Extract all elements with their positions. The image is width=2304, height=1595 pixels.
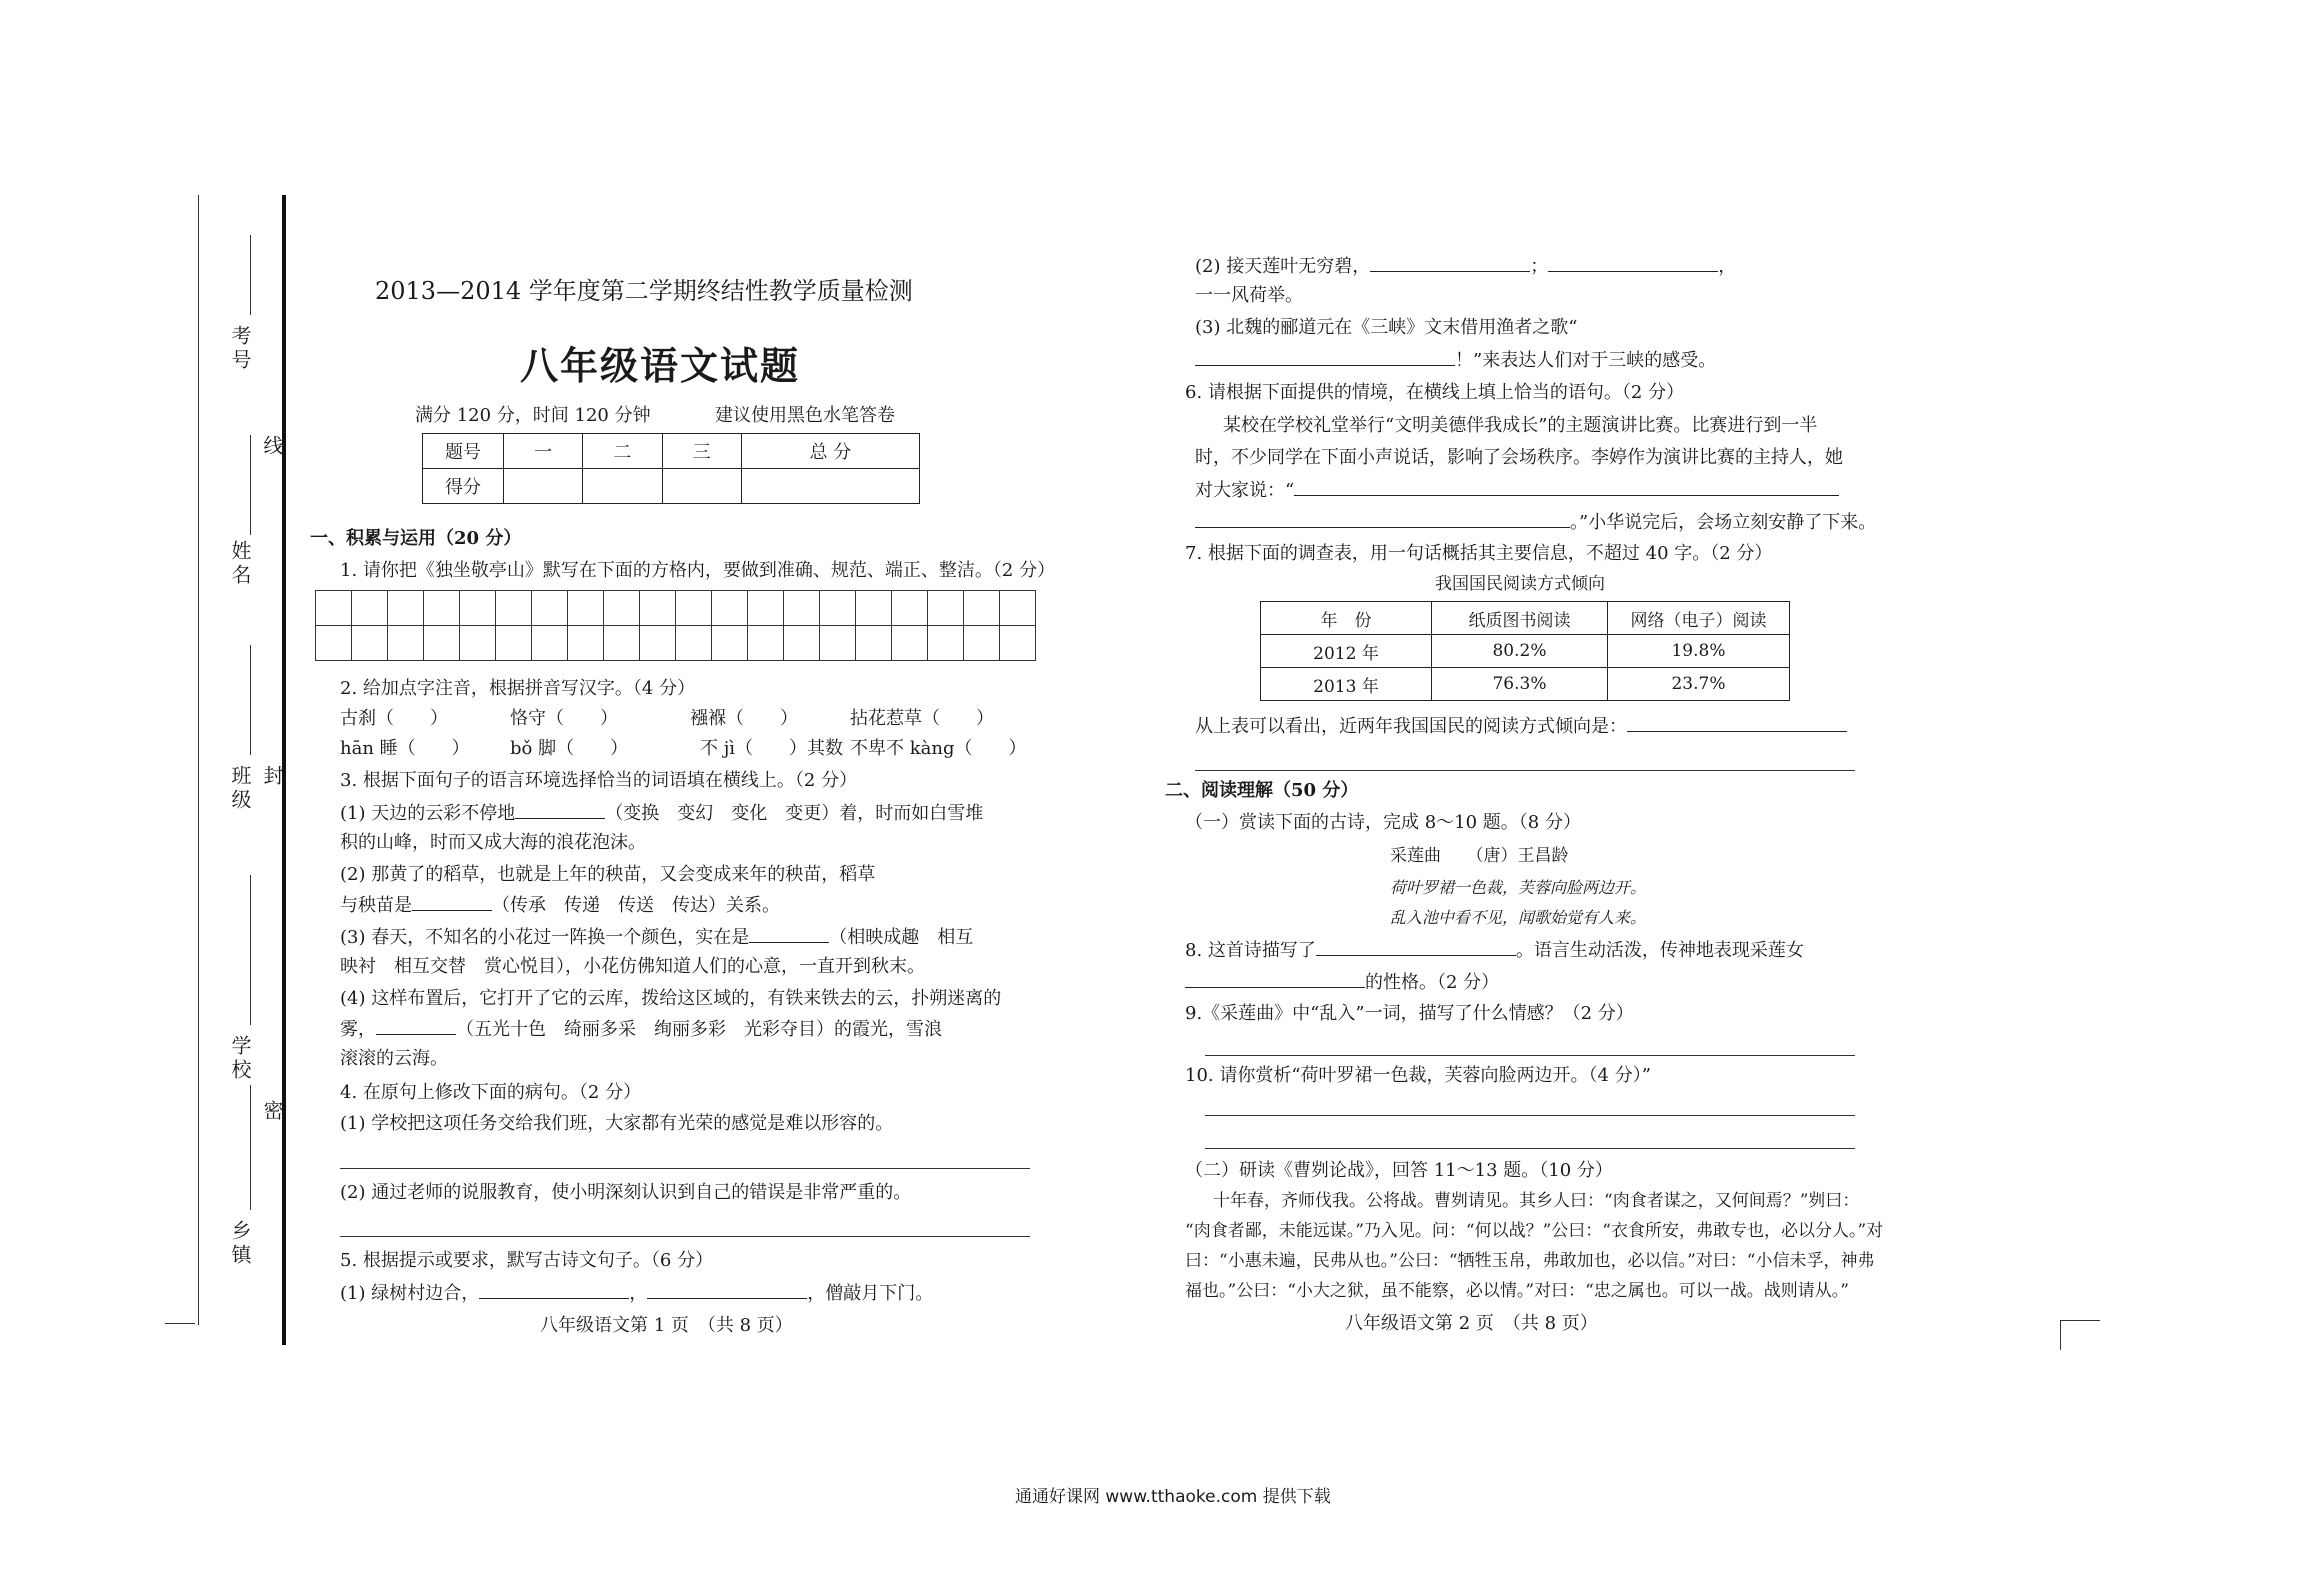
- survey-header-cell: 年 份: [1261, 602, 1432, 635]
- binding-line-thin: [198, 195, 199, 1325]
- q10-answer-line-1[interactable]: [1205, 1115, 1855, 1116]
- q3-2-options: （传承 传递 传送 传达）关系。: [492, 895, 780, 916]
- q6-para-2: 时，不少同学在下面小声说话，影响了会场秩序。李婷作为演讲比赛的主持人，她: [1195, 447, 1843, 468]
- question-7: 7. 根据下面的调查表，用一句话概括其主要信息，不超过 40 字。（2 分）: [1185, 543, 1773, 564]
- score-table-header-row: [423, 434, 920, 469]
- q3-4-blank[interactable]: [376, 1018, 456, 1035]
- q3-3-line-1: [340, 926, 973, 949]
- question-10: 10. 请你赏析“荷叶罗裙一色裁，芙蓉向脸两边开。（4 分）”: [1185, 1065, 1651, 1086]
- exam-header: 2013—2014 学年度第二学期终结性教学质量检测: [375, 277, 913, 305]
- grid-row: [316, 591, 1036, 626]
- q5-1-text: (1) 绿树村边合，: [340, 1283, 480, 1304]
- kaohao-blank: [250, 235, 251, 315]
- exam-info-left: 满分 120 分，时间 120 分钟: [415, 405, 651, 426]
- survey-header-row: [1261, 602, 1790, 635]
- q3-2-text: 与秧苗是: [340, 895, 412, 916]
- classical-text-1: 十年春，齐师伐我。公将战。曹刿请见。其乡人曰：“肉食者谋之，又何间焉？”刿曰：: [1213, 1191, 1860, 1211]
- q5-3-line-1: (3) 北魏的郦道元在《三峡》文末借用渔者之歌“: [1195, 317, 1578, 338]
- score-header-cell: 三: [662, 434, 741, 469]
- q8-line-1: [1185, 939, 1804, 962]
- q8-text: 8. 这首诗描写了: [1185, 940, 1316, 961]
- seal-feng: 封: [260, 765, 284, 789]
- site-footer: 通通好课网 www.tthaoke.com 提供下载: [1015, 1487, 1331, 1507]
- score-header-cell: 题号: [423, 434, 504, 469]
- q6-para-1: 某校在学校礼堂举行“文明美德伴我成长”的主题演讲比赛。比赛进行到一半: [1223, 415, 1818, 436]
- q3-1-options: （变换 变幻 变化 变更）着，时而如白雪堆: [605, 803, 984, 824]
- q8-line-2: [1185, 971, 1499, 994]
- q2-item: 不 jì（ ）其数: [700, 738, 844, 759]
- survey-header-cell: 网络（电子）阅读: [1608, 602, 1790, 635]
- q3-2-line-2: [340, 894, 780, 917]
- q4-1-answer-line[interactable]: [340, 1168, 1030, 1169]
- seal-xian: 线: [260, 435, 284, 459]
- poem-title: 采莲曲 （唐）王昌龄: [1390, 846, 1569, 866]
- q3-4-text: 雾，: [340, 1019, 376, 1040]
- q5-2-blank-2[interactable]: [1548, 255, 1718, 272]
- survey-cell: 76.3%: [1432, 668, 1608, 701]
- score-table-score-row: [423, 469, 920, 504]
- q5-3-blank-2[interactable]: [1215, 349, 1455, 366]
- label-xuexiao: 学校: [228, 1035, 252, 1083]
- q3-1-line-1: [340, 802, 983, 825]
- q3-1-line-2: 积的山峰，时而又成大海的浪花泡沫。: [340, 832, 646, 853]
- q6-end: 。”小华说完后，会场立刻安静了下来。: [1570, 512, 1877, 533]
- q6-prompt: 对大家说：“: [1195, 480, 1295, 501]
- classical-text-3: 曰：“小惠未遍，民弗从也。”公曰：“牺牲玉帛，弗敢加也，必以信。”对曰：“小信未孚，神弗: [1185, 1251, 1875, 1271]
- q4-1: (1) 学校把这项任务交给我们班，大家都有光荣的感觉是难以形容的。: [340, 1113, 894, 1134]
- score-header-cell: 二: [583, 434, 662, 469]
- q3-3-line-2: 映衬 相互交替 赏心悦目），小花仿佛知道人们的心意，一直开到秋末。: [340, 956, 925, 977]
- classical-text-2: “肉食者鄙，未能远谋。”乃入见。问：“何以战？”公曰：“衣食所安，弗敢专也，必以分人。”对: [1185, 1221, 1884, 1241]
- exam-title: 八年级语文试题: [520, 343, 801, 388]
- xingming-blank: [250, 435, 251, 535]
- right-page: [1165, 255, 1884, 1335]
- score-cell[interactable]: [583, 469, 662, 504]
- q8-end: 的性格。（2 分）: [1365, 972, 1500, 993]
- left-page-footer: 八年级语文第 1 页 （共 8 页）: [540, 1315, 793, 1336]
- score-cell[interactable]: [504, 469, 583, 504]
- q2-item: hān 睡（ ）: [340, 738, 470, 759]
- q2-item: 拈花惹草（ ）: [850, 708, 994, 729]
- banji-blank: [250, 645, 251, 755]
- q2-item: 襁褓（ ）: [690, 708, 798, 729]
- subsection-1: （一）赏读下面的古诗，完成 8～10 题。（8 分）: [1185, 812, 1581, 833]
- xiangzhen-blank: [250, 1085, 251, 1210]
- xuexiao-blank: [250, 875, 251, 1025]
- q6-blank-1[interactable]: [1294, 479, 1839, 496]
- section-2-heading: 二、阅读理解（50 分）: [1165, 780, 1359, 801]
- q7-answer-line-2[interactable]: [1195, 770, 1855, 771]
- q7-answer-prompt: 从上表可以看出，近两年我国国民的阅读方式倾向是：: [1195, 716, 1627, 737]
- question-9: 9.《采莲曲》中“乱入”一词，描写了什么情感？（2 分）: [1185, 1003, 1634, 1024]
- q8-blank-1[interactable]: [1316, 939, 1516, 956]
- q4-2-answer-line[interactable]: [340, 1236, 1030, 1237]
- grid-row: [316, 626, 1036, 661]
- poem-writing-grid[interactable]: [315, 590, 1036, 661]
- q5-1: [340, 1282, 933, 1305]
- exam-info-right: 建议使用黑色水笔答卷: [715, 405, 895, 426]
- q3-4-options: （五光十色 绮丽多采 绚丽多彩 光彩夺目）的霞光，雪浪: [456, 1019, 942, 1040]
- q4-2: (2) 通过老师的说服教育，使小明深刻认识到自己的错误是非常严重的。: [340, 1182, 912, 1203]
- q3-1-text: (1) 天边的云彩不停地: [340, 803, 516, 824]
- question-1: 1. 请你把《独坐敬亭山》默写在下面的方格内，要做到准确、规范、端正、整洁。（2 分）: [340, 560, 1056, 581]
- right-page-footer: 八年级语文第 2 页 （共 8 页）: [1345, 1313, 1598, 1334]
- q3-3-text: (3) 春天，不知名的小花过一阵换一个颜色，实在是: [340, 927, 750, 948]
- q2-item: 古刹（ ）: [340, 708, 448, 729]
- question-2: 2. 给加点字注音，根据拼音写汉字。（4 分）: [340, 678, 696, 699]
- poem-line-2: 乱入池中看不见，闻歌始觉有人来。: [1390, 908, 1647, 927]
- q2-item: 恪守（ ）: [510, 708, 618, 729]
- subsection-2: （二）研读《曹刿论战》，回答 11～13 题。（10 分）: [1185, 1160, 1613, 1181]
- q3-3-blank[interactable]: [749, 926, 829, 943]
- seal-mi: 密: [260, 1100, 284, 1124]
- survey-title: 我国国民阅读方式倾向: [1435, 574, 1605, 594]
- question-4: 4. 在原句上修改下面的病句。（2 分）: [340, 1082, 642, 1103]
- crop-mark-right: [2060, 1320, 2100, 1321]
- q2-item: bǒ 脚（ ）: [510, 738, 629, 759]
- q5-3-end: ！”来表达人们对于三峡的感受。: [1455, 350, 1717, 371]
- q3-4-line-2: [340, 1018, 942, 1041]
- question-6: 6. 请根据下面提供的情境，在横线上填上恰当的语句。（2 分）: [1185, 382, 1685, 403]
- survey-cell: 2013 年: [1261, 668, 1432, 701]
- survey-cell: 2012 年: [1261, 635, 1432, 668]
- q5-2-text: (2) 接天莲叶无穷碧，: [1195, 256, 1371, 277]
- section-1-heading: 一、积累与运用（20 分）: [310, 528, 522, 549]
- question-3: 3. 根据下面句子的语言环境选择恰当的词语填在横线上。（2 分）: [340, 770, 858, 791]
- survey-cell: 80.2%: [1432, 635, 1608, 668]
- q3-2-line-1: (2) 那黄了的稻草，也就是上年的秧苗，又会变成来年的秧苗，稻草: [340, 864, 876, 885]
- left-page: [310, 270, 1056, 1340]
- score-header-cell: 一: [504, 434, 583, 469]
- q5-1-blank-2[interactable]: [647, 1282, 807, 1299]
- q3-4-line-3: 滚滚的云海。: [340, 1048, 448, 1069]
- q3-1-blank[interactable]: [515, 802, 605, 819]
- q6-para-4: [1195, 511, 1876, 534]
- question-5: 5. 根据提示或要求，默写古诗文句子。（6 分）: [340, 1250, 714, 1271]
- survey-header-cell: 纸质图书阅读: [1432, 602, 1608, 635]
- q3-3-options: （相映成趣 相互: [829, 927, 974, 948]
- q7-answer-line-1: [1195, 715, 1847, 738]
- q8-blank-2[interactable]: [1185, 971, 1365, 988]
- crop-mark-right-v: [2060, 1320, 2061, 1350]
- q6-para-3: [1195, 479, 1839, 502]
- survey-cell: 23.7%: [1608, 668, 1790, 701]
- q5-1-end: ，僧敲月下门。: [807, 1283, 934, 1304]
- q8-mid: 。语言生动活泼，传神地表现采莲女: [1515, 940, 1804, 961]
- label-xiangzhen: 乡镇: [228, 1220, 252, 1268]
- q5-2-sep: ；: [1530, 256, 1549, 277]
- survey-row: [1261, 635, 1790, 668]
- q3-2-blank[interactable]: [412, 894, 492, 911]
- label-banji: 班级: [228, 765, 252, 813]
- binding-margin: [190, 195, 290, 1345]
- q5-2-line-2: 一一风荷举。: [1195, 285, 1303, 306]
- q10-answer-line-2[interactable]: [1205, 1148, 1855, 1149]
- score-table: [422, 433, 920, 504]
- label-xingming: 姓名: [228, 540, 252, 588]
- score-header-cell: 总 分: [741, 434, 919, 469]
- survey-cell: 19.8%: [1608, 635, 1790, 668]
- q5-3-blank-1[interactable]: [1195, 349, 1215, 366]
- crop-mark-left: [165, 1323, 195, 1324]
- q5-2-blank-1[interactable]: [1370, 255, 1530, 272]
- q6-blank-2[interactable]: [1195, 511, 1570, 528]
- q5-3-line-2: [1195, 349, 1716, 372]
- q5-2-end: ，: [1718, 256, 1737, 277]
- score-cell[interactable]: [741, 469, 919, 504]
- survey-row: [1261, 668, 1790, 701]
- q7-blank-1[interactable]: [1627, 715, 1847, 732]
- score-cell[interactable]: [662, 469, 741, 504]
- q9-answer-line[interactable]: [1205, 1055, 1855, 1056]
- q2-item: 不卑不 kàng（ ）: [850, 738, 1027, 759]
- label-kaohao: 考号: [228, 325, 252, 373]
- q3-4-line-1: (4) 这样布置后，它打开了它的云库，拨给这区域的，有铁来铁去的云，扑朔迷离的: [340, 988, 1002, 1009]
- score-row-label: 得分: [423, 469, 504, 504]
- survey-table: [1260, 601, 1790, 701]
- poem-line-1: 荷叶罗裙一色裁，芙蓉向脸两边开。: [1390, 878, 1647, 897]
- q5-2-line-1: [1195, 255, 1736, 278]
- q5-1-blank-1[interactable]: [479, 1282, 629, 1299]
- q5-1-sep: ，: [629, 1283, 648, 1304]
- classical-text-4: 福也。”公曰：“小大之狱，虽不能察，必以情。”对曰：“忠之属也。可以一战。战则请从。”: [1185, 1281, 1849, 1301]
